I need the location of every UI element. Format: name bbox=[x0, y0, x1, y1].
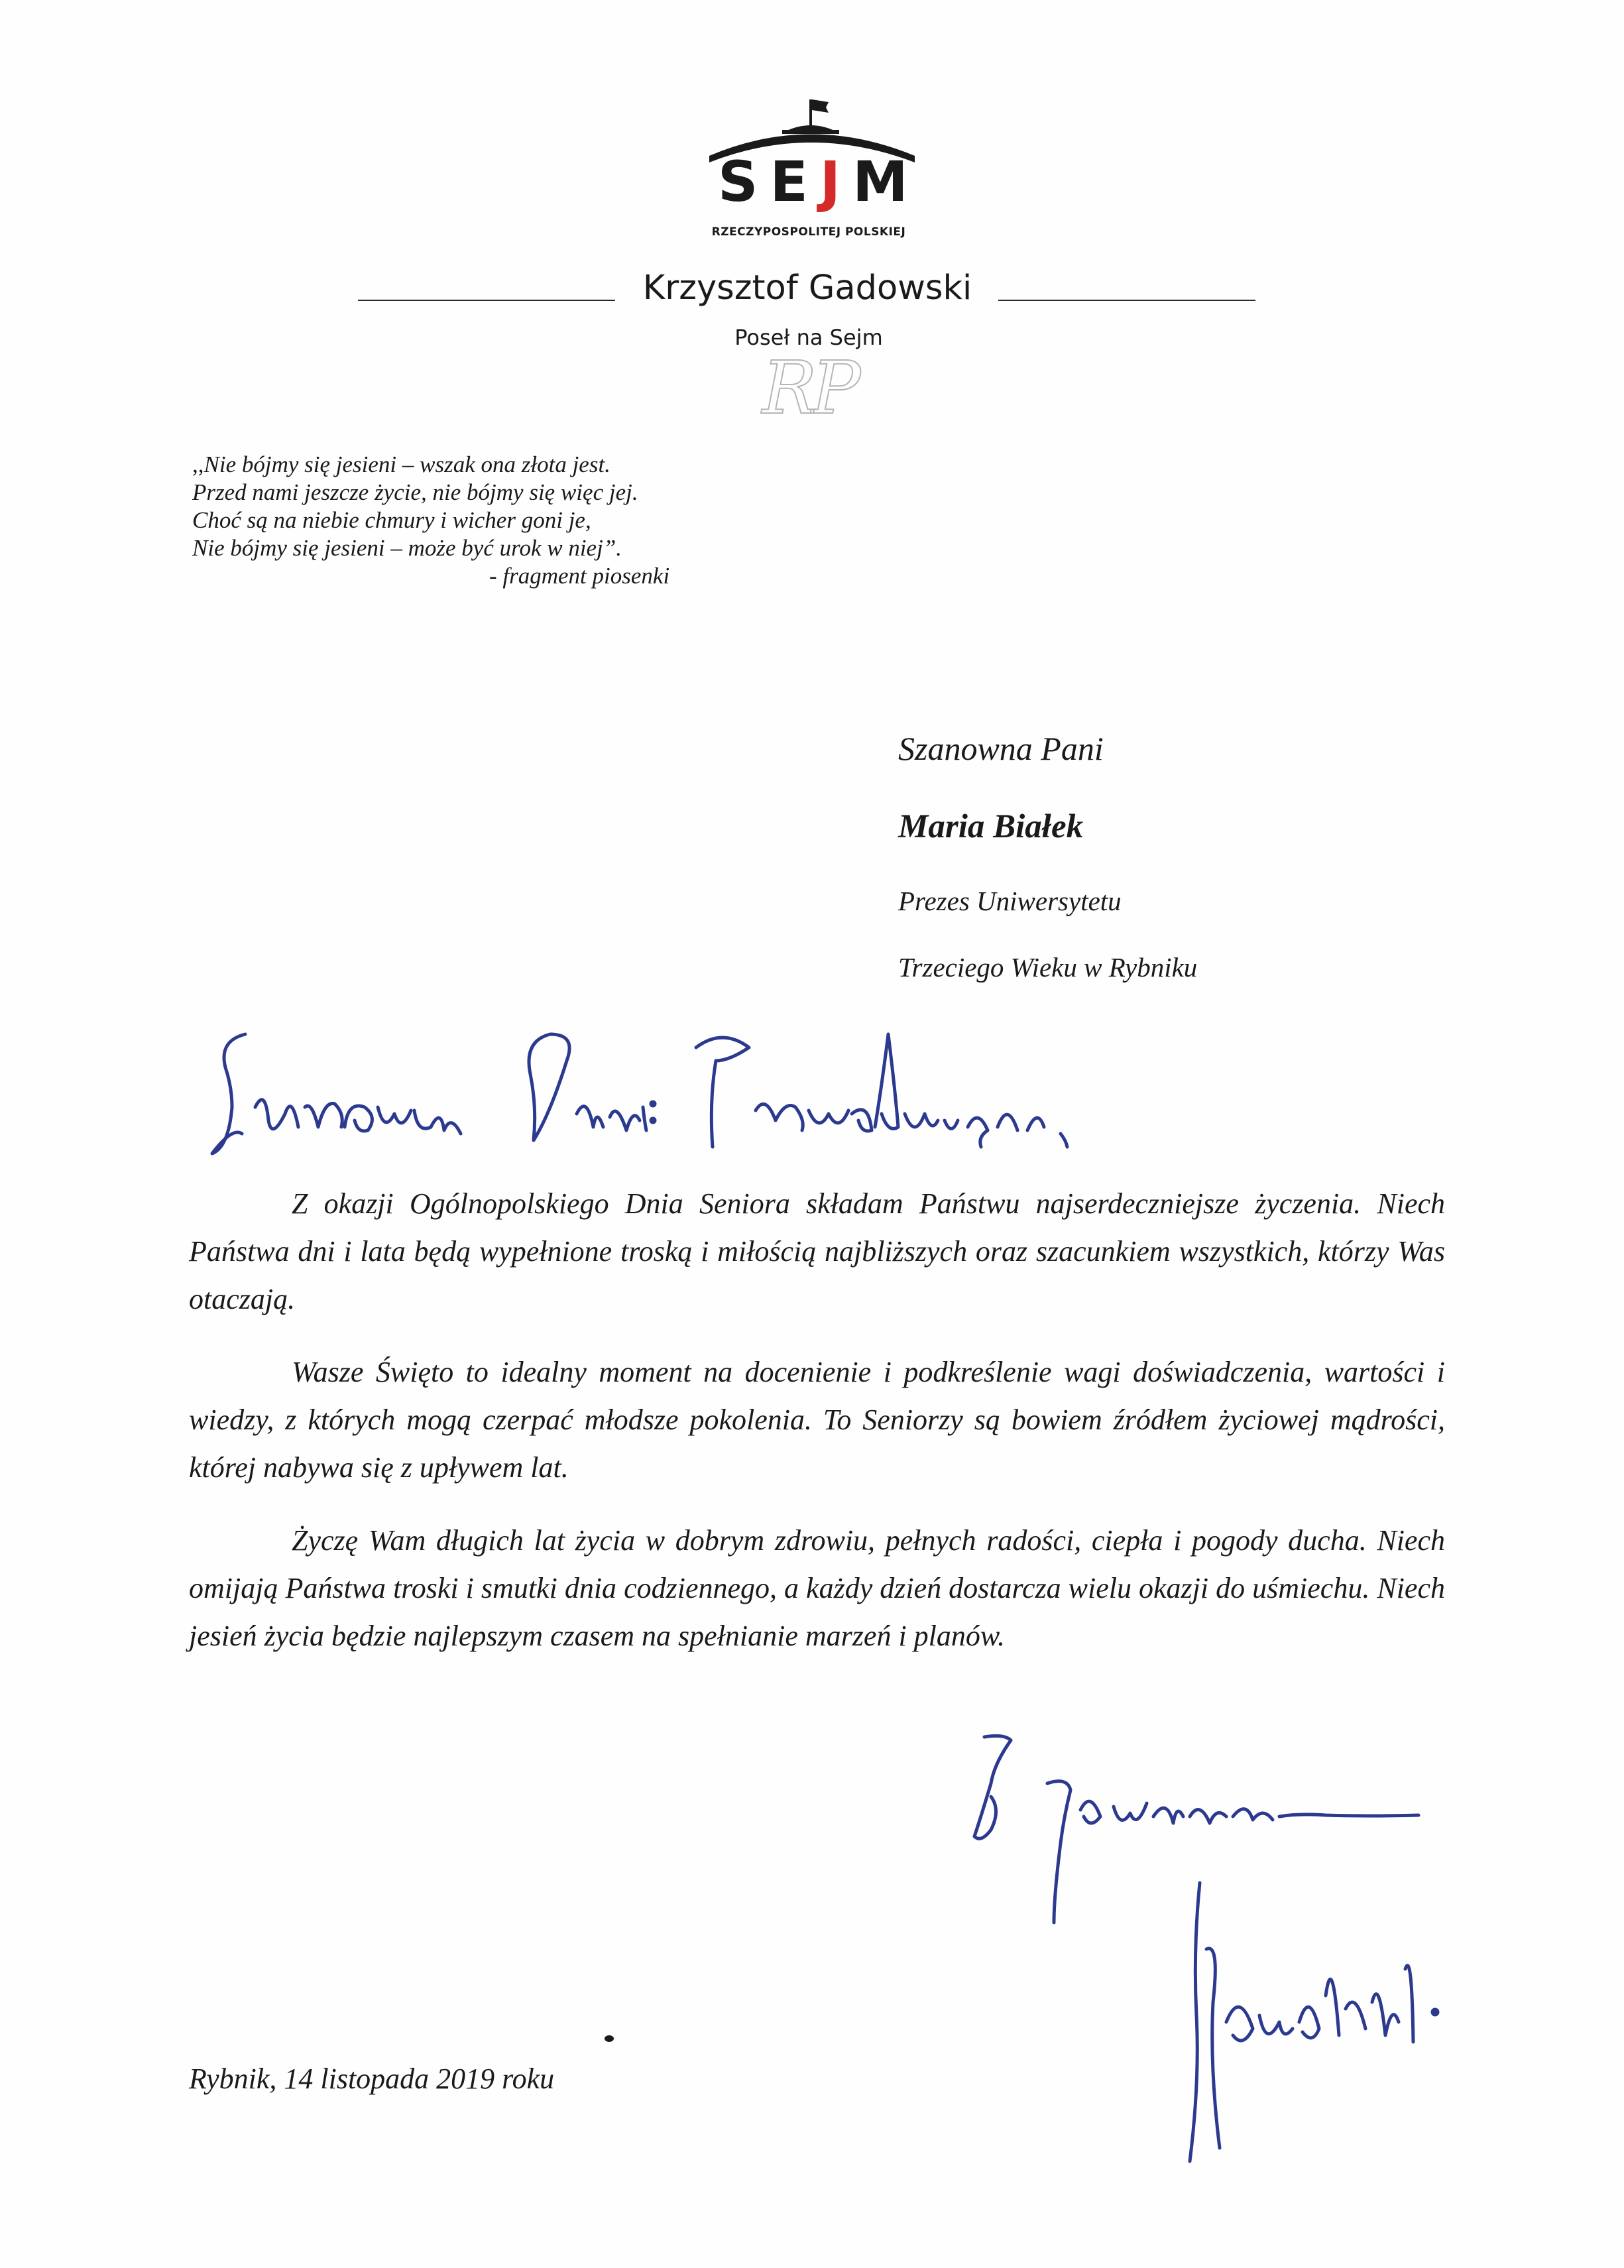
body-paragraph: Z okazji Ogólnopolskiego Dnia Seniora składam Państwu najserdeczniejsze życzenia. Niech Państwa dni i lata będą wypełnione troską i miłością najbliższych oraz szacunkiem wszystkich, którzy Was otaczają. bbox=[189, 1187, 1445, 1315]
letter-body bbox=[189, 1180, 1445, 1685]
epigraph-line: ,,Nie bójmy się jesieni – wszak ona złota jest. bbox=[192, 451, 610, 477]
epigraph-line: Choć są na niebie chmury i wicher goni je, bbox=[192, 507, 591, 533]
addressee-salutation: Szanowna Pani bbox=[898, 730, 1104, 767]
addressee-name: Maria Białek bbox=[898, 808, 1084, 845]
handwritten-greeting bbox=[205, 1021, 1167, 1173]
name-rule-left bbox=[358, 300, 615, 301]
body-paragraph: Życzę Wam długich lat życia w dobrym zdrowiu, pełnych radości, ciepła i pogody ducha. Niech omijają Państwa troski i smutki dnia codziennego, a każdy dzień dostarcza wielu okazji do uśmiechu. Niech jesień życia będzie najlepszym czasem na spełnianie marzeń i planów. bbox=[189, 1524, 1445, 1652]
handwritten-signature bbox=[1167, 1870, 1498, 2201]
epigraph-line: Nie bójmy się jesieni – może być urok w niej”. bbox=[192, 535, 622, 561]
deputy-title: Poseł na Sejm bbox=[734, 325, 883, 350]
epigraph bbox=[192, 451, 756, 590]
deputy-name: Krzysztof Gadowski bbox=[642, 269, 972, 308]
rp-emblem: RP bbox=[762, 345, 856, 430]
epigraph-source: - fragment piosenki bbox=[489, 563, 670, 589]
name-rule-right bbox=[998, 300, 1255, 301]
paper-speck bbox=[605, 2035, 614, 2042]
sejm-subtitle: RZECZYPOSPOLITEJ POLSKIEJ bbox=[711, 225, 906, 239]
body-paragraph: Wasze Święto to idealny moment na docenienie i podkreślenie wagi doświadczenia, wartości i wiedzy, z których mogą czerpać młodsze pokolenia. To Seniorzy są bowiem źródłem życiowej mądrości, której nabywa się z upływem lat. bbox=[189, 1356, 1445, 1484]
addressee-role: Prezes Uniwersytetu bbox=[898, 886, 1122, 916]
sejm-wordmark: SEJM bbox=[718, 149, 920, 214]
addressee-role: Trzeciego Wieku w Rybniku bbox=[898, 952, 1198, 983]
epigraph-line: Przed nami jeszcze życie, nie bójmy się więc jej. bbox=[192, 479, 638, 505]
place-and-date: Rybnik, 14 listopada 2019 roku bbox=[189, 2062, 555, 2095]
